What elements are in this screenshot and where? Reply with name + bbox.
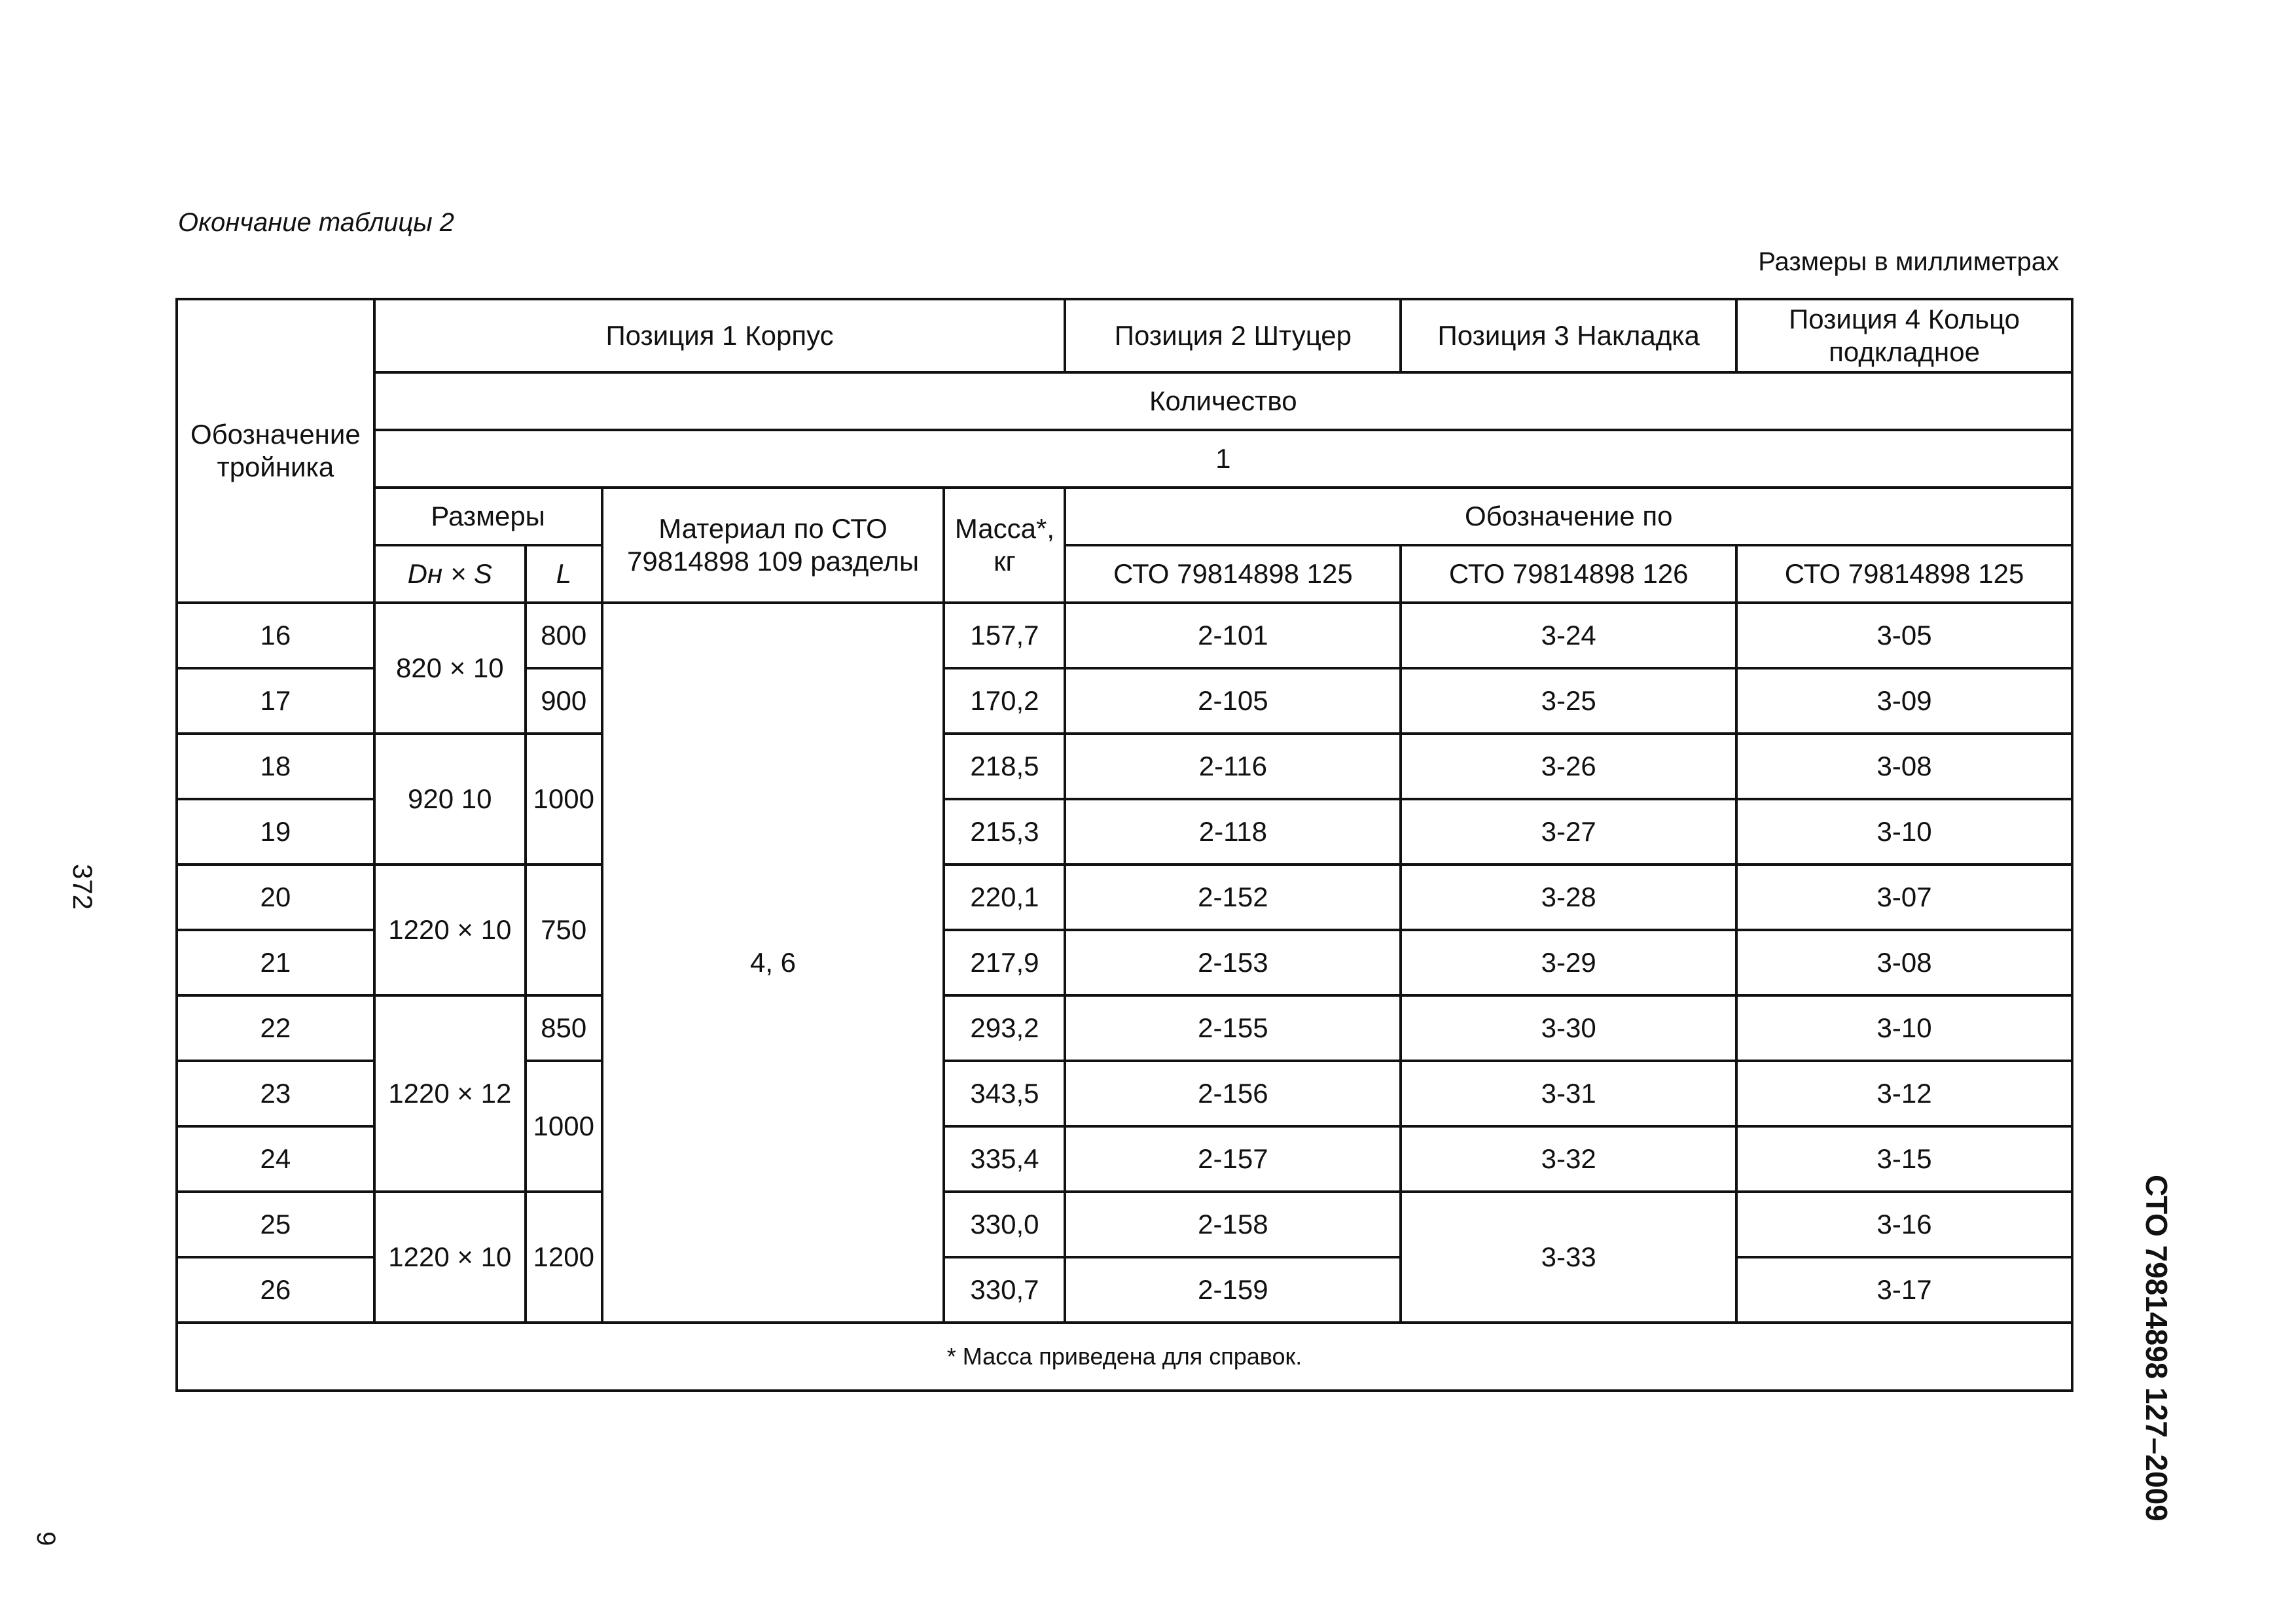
header-quantity-value: 1 <box>374 430 2072 488</box>
row-id: 21 <box>177 930 374 995</box>
row-pos3: 3-32 <box>1401 1126 1736 1192</box>
footnote: * Масса приведена для справок. <box>177 1323 2072 1391</box>
row-id: 19 <box>177 799 374 865</box>
header-sizes: Размеры <box>374 488 602 545</box>
row-pos4: 3-08 <box>1736 930 2072 995</box>
row-id: 25 <box>177 1192 374 1257</box>
row-pos3: 3-26 <box>1401 734 1736 799</box>
row-pos2: 2-101 <box>1065 603 1401 668</box>
row-pos4: 3-08 <box>1736 734 2072 799</box>
row-pos4: 3-10 <box>1736 995 2072 1061</box>
row-mass: 330,7 <box>944 1257 1065 1323</box>
header-l: L <box>526 545 602 603</box>
row-id: 18 <box>177 734 374 799</box>
row-pos3: 3-27 <box>1401 799 1736 865</box>
row-pos2: 2-158 <box>1065 1192 1401 1257</box>
standard-side-label: СТО 79814898 127–2009 <box>2140 1175 2174 1522</box>
row-id: 16 <box>177 603 374 668</box>
row-pos2: 2-152 <box>1065 865 1401 930</box>
row-pos2: 2-116 <box>1065 734 1401 799</box>
table-row <box>177 734 2072 799</box>
row-pos2: 2-156 <box>1065 1061 1401 1126</box>
row-dims: 1220 × 10 <box>374 865 526 995</box>
header-material: Материал по СТО 79814898 109 разделы <box>602 488 944 603</box>
table-caption: Окончание таблицы 2 <box>178 208 455 237</box>
row-pos3: 3-31 <box>1401 1061 1736 1126</box>
row-id: 20 <box>177 865 374 930</box>
row-id: 23 <box>177 1061 374 1126</box>
row-pos2: 2-153 <box>1065 930 1401 995</box>
row-length: 1200 <box>526 1192 602 1323</box>
page-number-bottom: 9 <box>31 1531 60 1546</box>
header-quantity: Количество <box>374 372 2072 430</box>
row-pos4: 3-07 <box>1736 865 2072 930</box>
row-pos3: 3-24 <box>1401 603 1736 668</box>
header-pos1: Позиция 1 Корпус <box>374 299 1066 372</box>
row-pos3: 3-25 <box>1401 668 1736 734</box>
row-mass: 217,9 <box>944 930 1065 995</box>
row-id: 17 <box>177 668 374 734</box>
row-length: 1000 <box>526 734 602 865</box>
units-note: Размеры в миллиметрах <box>1758 247 2059 276</box>
row-pos4: 3-12 <box>1736 1061 2072 1126</box>
row-length: 1000 <box>526 1061 602 1192</box>
row-dims: 1220 × 12 <box>374 995 526 1192</box>
header-std-126: СТО 79814898 126 <box>1401 545 1736 603</box>
row-id: 22 <box>177 995 374 1061</box>
row-pos4: 3-16 <box>1736 1192 2072 1257</box>
row-mass: 293,2 <box>944 995 1065 1061</box>
row-pos2: 2-157 <box>1065 1126 1401 1192</box>
table-row <box>177 603 2072 668</box>
row-pos4: 3-05 <box>1736 603 2072 668</box>
row-pos3: 3-33 <box>1401 1192 1736 1323</box>
row-mass: 220,1 <box>944 865 1065 930</box>
row-id: 24 <box>177 1126 374 1192</box>
row-length: 800 <box>526 603 602 668</box>
header-pos2: Позиция 2 Штуцер <box>1065 299 1401 372</box>
row-pos2: 2-105 <box>1065 668 1401 734</box>
row-mass: 343,5 <box>944 1061 1065 1126</box>
row-pos4: 3-09 <box>1736 668 2072 734</box>
row-mass: 157,7 <box>944 603 1065 668</box>
header-std-125: СТО 79814898 125 <box>1065 545 1401 603</box>
page-number: 372 <box>67 864 98 910</box>
row-length: 900 <box>526 668 602 734</box>
row-dims: 820 × 10 <box>374 603 526 734</box>
row-dims: 1220 × 10 <box>374 1192 526 1323</box>
row-pos2: 2-118 <box>1065 799 1401 865</box>
row-length: 750 <box>526 865 602 995</box>
header-mass: Масса*, кг <box>944 488 1065 603</box>
row-pos4: 3-10 <box>1736 799 2072 865</box>
row-mass: 170,2 <box>944 668 1065 734</box>
row-pos3: 3-30 <box>1401 995 1736 1061</box>
header-designation-by: Обозначение по <box>1065 488 2072 545</box>
row-pos2: 2-159 <box>1065 1257 1401 1323</box>
table-row <box>177 865 2072 930</box>
table-row <box>177 1192 2072 1257</box>
row-pos4: 3-17 <box>1736 1257 2072 1323</box>
table-row <box>177 995 2072 1061</box>
row-mass: 330,0 <box>944 1192 1065 1257</box>
row-pos3: 3-28 <box>1401 865 1736 930</box>
row-mass: 218,5 <box>944 734 1065 799</box>
row-pos3: 3-29 <box>1401 930 1736 995</box>
row-pos2: 2-155 <box>1065 995 1401 1061</box>
header-std-125b: СТО 79814898 125 <box>1736 545 2072 603</box>
row-pos4: 3-15 <box>1736 1126 2072 1192</box>
row-material: 4, 6 <box>602 603 944 1323</box>
specification-table <box>175 298 2073 1392</box>
row-dims: 920 10 <box>374 734 526 865</box>
header-dn-s: Dн × S <box>374 545 526 603</box>
header-designation: Обозначение тройника <box>177 299 374 603</box>
row-mass: 215,3 <box>944 799 1065 865</box>
header-pos3: Позиция 3 Накладка <box>1401 299 1736 372</box>
header-pos4: Позиция 4 Кольцо подкладное <box>1736 299 2072 372</box>
row-id: 26 <box>177 1257 374 1323</box>
row-length: 850 <box>526 995 602 1061</box>
row-mass: 335,4 <box>944 1126 1065 1192</box>
